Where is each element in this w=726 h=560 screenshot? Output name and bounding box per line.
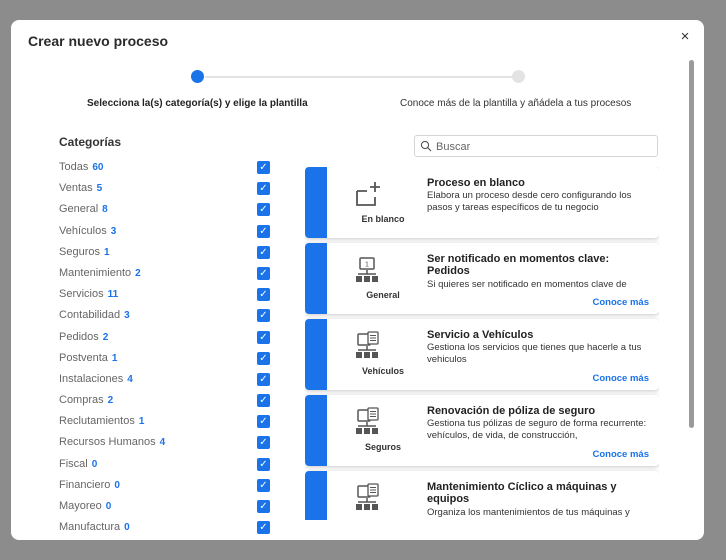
stepper-line <box>205 76 519 78</box>
category-name: Vehículos <box>59 224 107 237</box>
template-category: Vehículos <box>361 366 405 376</box>
category-count: 0 <box>114 479 120 491</box>
step-1-label: Selecciona la(s) categoría(s) y elige la plantilla <box>87 98 308 109</box>
category-item[interactable] <box>59 178 273 199</box>
category-count: 2 <box>135 267 141 279</box>
template-title: Servicio a Vehículos <box>427 329 534 341</box>
template-category: General <box>366 290 400 300</box>
category-name: Mayoreo <box>59 500 102 512</box>
category-checkbox[interactable]: ✓ <box>257 267 270 280</box>
category-item[interactable] <box>59 327 273 348</box>
step-1-dot <box>191 70 204 83</box>
card-accent <box>305 319 327 390</box>
category-item[interactable] <box>59 475 273 496</box>
template-description: Organiza los mantenimientos de tus máquinas y <box>427 507 630 518</box>
card-accent <box>305 471 327 520</box>
learn-more-link[interactable]: Conoce más <box>592 449 649 460</box>
template-description: Gestiona los servicios que tienes que hacerle a tus vehiculos <box>427 342 642 365</box>
category-checkbox[interactable]: ✓ <box>257 373 270 386</box>
category-count: 60 <box>92 162 104 173</box>
card-accent <box>305 243 327 314</box>
category-count: 2 <box>102 331 109 343</box>
create-process-dialog <box>11 20 704 540</box>
category-name: Compras <box>59 394 104 407</box>
category-item[interactable] <box>59 517 273 538</box>
category-name: Servicios <box>59 288 104 301</box>
close-button[interactable]: × <box>680 28 690 45</box>
learn-more-link[interactable]: Conoce más <box>592 297 649 308</box>
scrollbar-thumb[interactable] <box>689 60 694 428</box>
category-checkbox[interactable]: ✓ <box>257 331 270 344</box>
search-box[interactable] <box>414 135 658 157</box>
category-count: 1 <box>111 352 118 364</box>
category-checkbox[interactable]: ✓ <box>257 479 270 492</box>
learn-more-link[interactable]: Conoce más <box>592 373 649 384</box>
category-count: 3 <box>124 310 130 322</box>
category-checkbox[interactable]: ✓ <box>257 225 270 238</box>
category-checkbox[interactable]: ✓ <box>257 288 270 301</box>
category-name: Ventas <box>59 182 93 195</box>
category-checkbox[interactable]: ✓ <box>257 309 270 322</box>
category-checkbox[interactable]: ✓ <box>257 161 270 174</box>
category-item[interactable] <box>59 369 273 390</box>
category-checkbox[interactable]: ✓ <box>257 500 270 513</box>
scrollbar[interactable] <box>689 60 695 528</box>
template-title: Renovación de póliza de seguro <box>427 405 596 417</box>
category-count: 3 <box>110 225 117 237</box>
category-name: Instalaciones <box>59 372 124 385</box>
category-count: 1 <box>103 246 110 258</box>
category-checkbox[interactable]: ✓ <box>257 521 270 534</box>
category-item[interactable] <box>59 221 273 242</box>
category-name: General <box>59 203 99 216</box>
template-description: Elabora un proceso desde cero configurando los pasos y tareas específicos de tu negocio <box>427 190 632 213</box>
blank-process-icon <box>353 179 383 209</box>
category-item[interactable] <box>59 242 273 263</box>
category-count: 0 <box>105 501 112 512</box>
category-name: Contabilidad <box>59 309 121 322</box>
category-count: 2 <box>107 395 114 407</box>
org-chart-list-icon <box>353 483 383 513</box>
category-name: Fiscal <box>59 457 88 470</box>
org-chart-list-icon <box>353 407 383 437</box>
category-name: Mantenimiento <box>59 266 132 279</box>
category-item[interactable] <box>59 411 273 432</box>
category-count: 1 <box>138 416 145 428</box>
search-icon <box>420 140 432 152</box>
category-checkbox[interactable]: ✓ <box>257 394 270 407</box>
svg-text:1: 1 <box>365 261 369 269</box>
org-chart-list-icon <box>353 331 383 361</box>
categories-title: Categorías <box>59 135 122 149</box>
step-2-dot <box>512 70 525 83</box>
template-card[interactable] <box>305 395 659 466</box>
category-count: 8 <box>102 204 108 216</box>
category-item[interactable] <box>59 157 273 178</box>
template-card[interactable] <box>305 243 659 314</box>
category-item[interactable] <box>59 305 273 326</box>
category-name: Reclutamientos <box>59 415 135 428</box>
category-name: Recursos Humanos <box>59 436 156 449</box>
template-title: Mantenimiento Cíclico a máquinas y equipos <box>427 481 617 505</box>
category-name: Seguros <box>59 245 100 258</box>
category-checkbox[interactable]: ✓ <box>257 436 270 449</box>
category-count: 4 <box>127 373 133 385</box>
step-2-label: Conoce más de la plantilla y añádela a tus procesos <box>400 98 632 109</box>
category-name: Pedidos <box>59 330 99 343</box>
category-item[interactable] <box>59 496 273 517</box>
category-item[interactable] <box>59 348 273 369</box>
category-count: 4 <box>159 437 166 449</box>
org-chart-icon <box>353 255 383 285</box>
category-count: 0 <box>91 458 98 470</box>
categories-list <box>59 157 273 538</box>
category-count: 5 <box>96 183 103 195</box>
template-category: En blanco <box>361 214 405 224</box>
category-count: 11 <box>107 289 119 301</box>
category-checkbox[interactable]: ✓ <box>257 246 270 259</box>
category-checkbox[interactable]: ✓ <box>257 182 270 195</box>
category-item[interactable] <box>59 390 273 411</box>
dialog-title: Crear nuevo proceso <box>28 33 169 49</box>
category-item[interactable] <box>59 284 273 305</box>
category-item[interactable] <box>59 454 273 475</box>
category-checkbox[interactable]: ✓ <box>257 458 270 471</box>
search-input[interactable] <box>434 137 653 157</box>
category-checkbox[interactable]: ✓ <box>257 415 270 428</box>
template-title: Proceso en blanco <box>427 177 525 189</box>
template-card[interactable] <box>305 319 659 390</box>
category-name: Postventa <box>59 351 108 364</box>
category-checkbox[interactable]: ✓ <box>257 352 270 365</box>
template-card[interactable] <box>305 167 659 238</box>
template-description: Si quieres ser notificado en momentos clave de <box>427 279 627 290</box>
card-accent <box>305 167 327 238</box>
category-item[interactable] <box>59 199 273 220</box>
category-name: Manufactura <box>59 521 121 534</box>
card-accent <box>305 395 327 466</box>
template-category: Seguros <box>364 442 401 452</box>
template-card[interactable] <box>305 471 659 520</box>
templates-list <box>305 167 659 520</box>
template-description: Gestiona tus pólizas de seguro de forma recurrente: vehículos, de vida, de construcción, <box>427 418 647 441</box>
category-item[interactable] <box>59 263 273 284</box>
category-name: Todas <box>59 161 89 173</box>
category-item[interactable] <box>59 432 273 453</box>
category-checkbox[interactable]: ✓ <box>257 203 270 216</box>
category-name: Financiero <box>59 478 111 491</box>
template-title: Ser notificado en momentos clave: Pedidos <box>427 253 610 277</box>
category-count: 0 <box>124 522 130 534</box>
